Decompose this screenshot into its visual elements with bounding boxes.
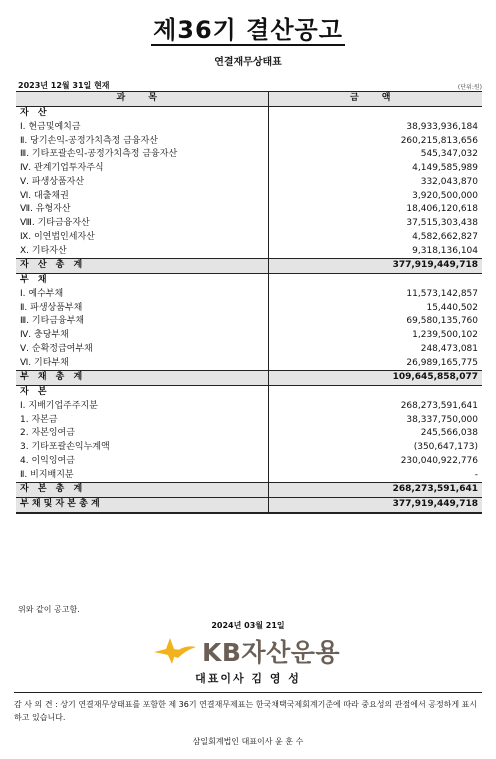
unit-note: (단위:원) bbox=[457, 84, 482, 91]
amount-value: 248,473,081 bbox=[420, 343, 478, 354]
amount-value: 18,406,120,618 bbox=[406, 204, 478, 215]
table-row bbox=[16, 203, 482, 217]
account-label: Ⅰ. 현금및예치금 bbox=[16, 121, 268, 135]
auditor-name: 삼일회계법인 대표이사 윤 훈 수 bbox=[192, 737, 304, 746]
account-label: Ⅱ. 당기손익-공정가치측정 금융자산 bbox=[16, 135, 268, 149]
announcement-title: 제36기 결산공고 bbox=[153, 16, 343, 44]
table-row bbox=[16, 162, 482, 176]
account-label: 3. 기타포괄손익누계액 bbox=[16, 441, 268, 455]
report-date: 2023년 12월 31일 현재 bbox=[18, 81, 110, 90]
table-row bbox=[16, 469, 482, 483]
table-row bbox=[16, 245, 482, 259]
section-header-row bbox=[16, 386, 482, 400]
account-label: Ⅵ. 기타부채 bbox=[16, 357, 268, 371]
amount-value: 1,239,500,102 bbox=[412, 330, 478, 340]
grand-total-row bbox=[16, 498, 482, 513]
section-total-row bbox=[16, 371, 482, 386]
total-amount: 109,645,858,077 bbox=[268, 371, 482, 386]
table-row bbox=[16, 302, 482, 316]
amount-value: 4,582,662,827 bbox=[412, 231, 478, 242]
table-row bbox=[16, 148, 482, 162]
amount-value: 15,440,502 bbox=[426, 302, 478, 313]
audit-opinion: 감 사 의 견 : 상기 연결재무상태표를 포함한 제 36기 연결재무제표는 한국채택국제회계기준에 따라 중요성의 관점에서 공정하게 표시하고 있습니다. bbox=[14, 700, 478, 722]
table-row bbox=[16, 315, 482, 329]
total-label: 자 산 총 계 bbox=[16, 259, 268, 274]
account-label: Ⅶ. 유형자산 bbox=[16, 203, 268, 217]
grand-total-label: 부 채 및 자 본 총 계 bbox=[16, 498, 268, 513]
account-label: Ⅲ. 기타포괄손익-공정가치측정 금융자산 bbox=[16, 148, 268, 162]
section-amount-empty bbox=[268, 107, 482, 121]
account-label: Ⅰ. 지배기업주주지분 bbox=[16, 400, 268, 414]
account-label: 4. 이익잉여금 bbox=[16, 455, 268, 469]
column-header-amount: 금 액 bbox=[268, 92, 482, 107]
account-label: Ⅳ. 충당부채 bbox=[16, 329, 268, 343]
announcement-date: 2024년 03월 21일 bbox=[211, 621, 285, 630]
section-total-row bbox=[16, 259, 482, 274]
table-row bbox=[16, 121, 482, 135]
amount-value: 37,515,303,438 bbox=[406, 218, 478, 228]
kb-logo bbox=[152, 634, 340, 668]
column-header-account: 과 목 bbox=[16, 92, 268, 107]
account-label: Ⅹ. 기타자산 bbox=[16, 245, 268, 259]
amount-value: 69,580,135,760 bbox=[406, 316, 478, 327]
closing-text: 위와 같이 공고함. bbox=[18, 605, 80, 614]
kb-star-icon bbox=[152, 636, 198, 666]
section-header-row bbox=[16, 107, 482, 121]
table-row bbox=[16, 329, 482, 343]
amount-value: 38,933,936,184 bbox=[406, 121, 478, 132]
table-row bbox=[16, 135, 482, 149]
total-amount: 268,273,591,641 bbox=[268, 483, 482, 498]
balance-sheet-table bbox=[16, 91, 482, 514]
ceo-signature: 대표이사 김 영 성 bbox=[195, 672, 301, 685]
amount-value: (350,647,173) bbox=[413, 442, 478, 452]
account-label: Ⅷ. 기타금융자산 bbox=[16, 217, 268, 231]
table-row bbox=[16, 288, 482, 302]
account-label: 2. 자본잉여금 bbox=[16, 427, 268, 441]
account-label: Ⅰ. 예수부채 bbox=[16, 288, 268, 302]
account-label: Ⅵ. 대출채권 bbox=[16, 190, 268, 204]
amount-value: 332,043,870 bbox=[420, 176, 478, 187]
section-total-row bbox=[16, 483, 482, 498]
table-row bbox=[16, 414, 482, 428]
total-label: 자 본 총 계 bbox=[16, 483, 268, 498]
logo-text: KB자산운용 bbox=[202, 638, 341, 667]
table-row bbox=[16, 427, 482, 441]
section-header-row bbox=[16, 274, 482, 288]
table-row bbox=[16, 217, 482, 231]
amount-value: 230,040,922,776 bbox=[400, 455, 478, 466]
total-amount: 377,919,449,718 bbox=[268, 259, 482, 274]
statement-subtitle: 연결재무상태표 bbox=[214, 57, 282, 68]
table-row bbox=[16, 357, 482, 371]
table-row bbox=[16, 455, 482, 469]
section-amount-empty bbox=[268, 274, 482, 288]
amount-value: - bbox=[474, 469, 478, 480]
amount-value: 545,347,032 bbox=[420, 149, 478, 160]
amount-value: 268,273,591,641 bbox=[400, 400, 478, 411]
amount-value: 9,318,136,104 bbox=[412, 245, 478, 256]
account-label: Ⅲ. 기타금융부채 bbox=[16, 315, 268, 329]
section-title: 자 산 bbox=[16, 107, 268, 121]
account-label: Ⅱ. 파생상품부채 bbox=[16, 302, 268, 316]
table-row bbox=[16, 190, 482, 204]
table-row bbox=[16, 343, 482, 357]
account-label: 1. 자본금 bbox=[16, 414, 268, 428]
section-amount-empty bbox=[268, 386, 482, 400]
account-label: Ⅴ. 파생상품자산 bbox=[16, 176, 268, 190]
grand-total-amount: 377,919,449,718 bbox=[268, 498, 482, 513]
account-label: Ⅴ. 순확정급여부채 bbox=[16, 343, 268, 357]
amount-value: 11,573,142,857 bbox=[406, 288, 478, 299]
table-row bbox=[16, 400, 482, 414]
section-title: 부 채 bbox=[16, 274, 268, 288]
divider bbox=[14, 692, 482, 693]
amount-value: 3,920,500,000 bbox=[412, 190, 478, 201]
amount-value: 245,566,038 bbox=[420, 428, 478, 439]
amount-value: 4,149,585,989 bbox=[412, 163, 478, 173]
account-label: Ⅳ. 관계기업투자주식 bbox=[16, 162, 268, 176]
table-row bbox=[16, 231, 482, 245]
amount-value: 260,215,813,656 bbox=[400, 135, 478, 146]
amount-value: 38,337,750,000 bbox=[406, 414, 478, 425]
amount-value: 26,989,165,775 bbox=[406, 357, 478, 368]
table-row bbox=[16, 176, 482, 190]
table-row bbox=[16, 441, 482, 455]
total-label: 부 채 총 계 bbox=[16, 371, 268, 386]
account-label: Ⅱ. 비지배지분 bbox=[16, 469, 268, 483]
account-label: Ⅸ. 이연법인세자산 bbox=[16, 231, 268, 245]
section-title: 자 본 bbox=[16, 386, 268, 400]
